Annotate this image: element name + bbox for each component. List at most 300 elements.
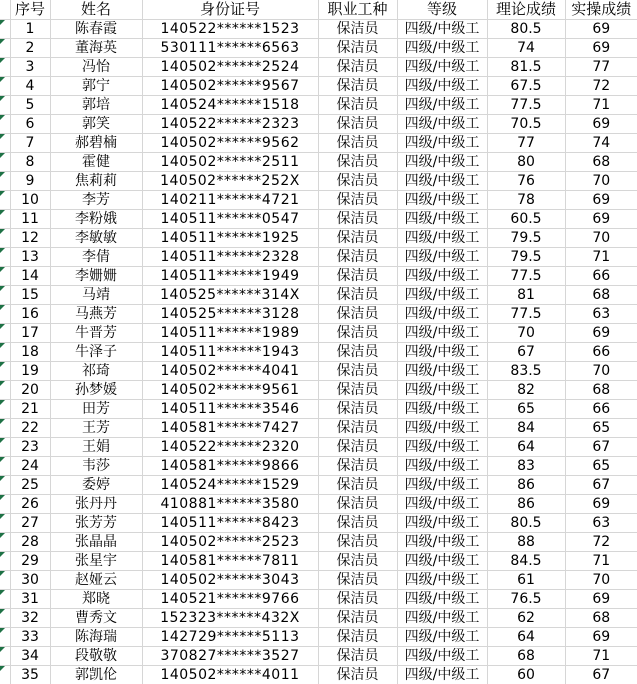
- error-indicator-cell[interactable]: [0, 552, 10, 571]
- cell-occupation[interactable]: 保洁员: [318, 647, 397, 666]
- cell-grade[interactable]: 四级/中级工: [397, 248, 487, 267]
- cell-grade[interactable]: 四级/中级工: [397, 96, 487, 115]
- table-row: [0, 20, 637, 39]
- col-header-practical-score[interactable]: 实操成绩: [565, 0, 637, 20]
- col-header-id-number[interactable]: 身份证号: [142, 0, 318, 20]
- cell-id-number[interactable]: 140524******1529: [142, 476, 318, 495]
- cell-serial[interactable]: 28: [10, 533, 50, 552]
- cell-practical-score[interactable]: 71: [565, 248, 637, 267]
- cell-grade[interactable]: 四级/中级工: [397, 362, 487, 381]
- cell-id-number[interactable]: 140502******4011: [142, 666, 318, 684]
- cell-theory-score[interactable]: 68: [487, 647, 565, 666]
- error-indicator-cell[interactable]: [0, 476, 10, 495]
- cell-theory-score[interactable]: 77.5: [487, 96, 565, 115]
- cell-grade[interactable]: 四级/中级工: [397, 514, 487, 533]
- cell-practical-score[interactable]: 70: [565, 571, 637, 590]
- cell-name[interactable]: 李粉娥: [50, 210, 142, 229]
- cell-occupation[interactable]: 保洁员: [318, 419, 397, 438]
- cell-practical-score[interactable]: 77: [565, 58, 637, 77]
- cell-serial[interactable]: 22: [10, 419, 50, 438]
- error-indicator-cell[interactable]: [0, 267, 10, 286]
- cell-theory-score[interactable]: 83.5: [487, 362, 565, 381]
- table-row: [0, 590, 637, 609]
- cell-practical-score[interactable]: 69: [565, 115, 637, 134]
- table-row: [0, 58, 637, 77]
- error-indicator-column-header[interactable]: [0, 0, 10, 20]
- cell-grade[interactable]: 四级/中级工: [397, 495, 487, 514]
- cell-serial[interactable]: 24: [10, 457, 50, 476]
- cell-occupation[interactable]: 保洁员: [318, 248, 397, 267]
- cell-name[interactable]: 韦莎: [50, 457, 142, 476]
- cell-occupation[interactable]: 保洁员: [318, 381, 397, 400]
- cell-name[interactable]: 董海英: [50, 39, 142, 58]
- error-indicator-cell[interactable]: [0, 248, 10, 267]
- cell-id-number[interactable]: 140521******9766: [142, 590, 318, 609]
- cell-practical-score[interactable]: 69: [565, 20, 637, 39]
- error-indicator-cell[interactable]: [0, 419, 10, 438]
- cell-theory-score[interactable]: 64: [487, 628, 565, 647]
- error-indicator-cell[interactable]: [0, 628, 10, 647]
- cell-theory-score[interactable]: 86: [487, 476, 565, 495]
- cell-id-number[interactable]: 140502******252X: [142, 172, 318, 191]
- cell-grade[interactable]: 四级/中级工: [397, 153, 487, 172]
- cell-grade[interactable]: 四级/中级工: [397, 210, 487, 229]
- cell-occupation[interactable]: 保洁员: [318, 20, 397, 39]
- cell-id-number[interactable]: 140522******2320: [142, 438, 318, 457]
- cell-grade[interactable]: 四级/中级工: [397, 647, 487, 666]
- table-row: [0, 419, 637, 438]
- cell-grade[interactable]: 四级/中级工: [397, 39, 487, 58]
- cell-theory-score[interactable]: 64: [487, 438, 565, 457]
- cell-name[interactable]: 郑晓: [50, 590, 142, 609]
- cell-serial[interactable]: 15: [10, 286, 50, 305]
- cell-name[interactable]: 王芳: [50, 419, 142, 438]
- cell-id-number[interactable]: 140511******1949: [142, 267, 318, 286]
- cell-name[interactable]: 李敏敏: [50, 229, 142, 248]
- cell-occupation[interactable]: 保洁员: [318, 77, 397, 96]
- cell-practical-score[interactable]: 65: [565, 457, 637, 476]
- error-indicator-cell[interactable]: [0, 229, 10, 248]
- error-indicator-cell[interactable]: [0, 438, 10, 457]
- cell-occupation[interactable]: 保洁员: [318, 362, 397, 381]
- cell-serial[interactable]: 20: [10, 381, 50, 400]
- cell-id-number[interactable]: 410881******3580: [142, 495, 318, 514]
- cell-theory-score[interactable]: 76.5: [487, 590, 565, 609]
- cell-practical-score[interactable]: 71: [565, 552, 637, 571]
- cell-occupation[interactable]: 保洁员: [318, 533, 397, 552]
- cell-id-number[interactable]: 140511******8423: [142, 514, 318, 533]
- cell-practical-score[interactable]: 70: [565, 172, 637, 191]
- cell-occupation[interactable]: 保洁员: [318, 590, 397, 609]
- cell-practical-score[interactable]: 71: [565, 96, 637, 115]
- cell-name[interactable]: 赵娅云: [50, 571, 142, 590]
- cell-id-number[interactable]: 152323******432X: [142, 609, 318, 628]
- cell-serial[interactable]: 25: [10, 476, 50, 495]
- cell-name[interactable]: 郭培: [50, 96, 142, 115]
- error-indicator-cell[interactable]: [0, 457, 10, 476]
- error-indicator-cell[interactable]: [0, 77, 10, 96]
- cell-serial[interactable]: 29: [10, 552, 50, 571]
- cell-theory-score[interactable]: 80.5: [487, 514, 565, 533]
- error-indicator-cell[interactable]: [0, 153, 10, 172]
- cell-occupation[interactable]: 保洁员: [318, 457, 397, 476]
- cell-id-number[interactable]: 140581******7427: [142, 419, 318, 438]
- cell-occupation[interactable]: 保洁员: [318, 96, 397, 115]
- cell-id-number[interactable]: 140511******1989: [142, 324, 318, 343]
- cell-serial[interactable]: 19: [10, 362, 50, 381]
- cell-name[interactable]: 田芳: [50, 400, 142, 419]
- cell-id-number[interactable]: 140511******2328: [142, 248, 318, 267]
- cell-id-number[interactable]: 140502******9567: [142, 77, 318, 96]
- cell-serial[interactable]: 10: [10, 191, 50, 210]
- cell-occupation[interactable]: 保洁员: [318, 172, 397, 191]
- error-indicator-cell[interactable]: [0, 514, 10, 533]
- cell-grade[interactable]: 四级/中级工: [397, 381, 487, 400]
- cell-theory-score[interactable]: 74: [487, 39, 565, 58]
- error-indicator-cell[interactable]: [0, 210, 10, 229]
- cell-name[interactable]: 牛泽子: [50, 343, 142, 362]
- cell-id-number[interactable]: 530111******6563: [142, 39, 318, 58]
- cell-practical-score[interactable]: 63: [565, 305, 637, 324]
- cell-practical-score[interactable]: 65: [565, 419, 637, 438]
- cell-occupation[interactable]: 保洁员: [318, 514, 397, 533]
- cell-theory-score[interactable]: 81.5: [487, 58, 565, 77]
- cell-occupation[interactable]: 保洁员: [318, 153, 397, 172]
- cell-grade[interactable]: 四级/中级工: [397, 628, 487, 647]
- cell-name[interactable]: 委婷: [50, 476, 142, 495]
- cell-id-number[interactable]: 140524******1518: [142, 96, 318, 115]
- cell-practical-score[interactable]: 70: [565, 229, 637, 248]
- cell-grade[interactable]: 四级/中级工: [397, 343, 487, 362]
- cell-practical-score[interactable]: 63: [565, 514, 637, 533]
- cell-name[interactable]: 陈海瑞: [50, 628, 142, 647]
- cell-theory-score[interactable]: 83: [487, 457, 565, 476]
- cell-grade[interactable]: 四级/中级工: [397, 552, 487, 571]
- cell-grade[interactable]: 四级/中级工: [397, 172, 487, 191]
- cell-grade[interactable]: 四级/中级工: [397, 115, 487, 134]
- cell-theory-score[interactable]: 79.5: [487, 229, 565, 248]
- cell-grade[interactable]: 四级/中级工: [397, 134, 487, 153]
- cell-serial[interactable]: 27: [10, 514, 50, 533]
- cell-id-number[interactable]: 140502******9561: [142, 381, 318, 400]
- cell-practical-score[interactable]: 66: [565, 400, 637, 419]
- cell-serial[interactable]: 16: [10, 305, 50, 324]
- cell-name[interactable]: 段敬敬: [50, 647, 142, 666]
- cell-practical-score[interactable]: 69: [565, 495, 637, 514]
- error-indicator-cell[interactable]: [0, 324, 10, 343]
- cell-name[interactable]: 王娟: [50, 438, 142, 457]
- cell-occupation[interactable]: 保洁员: [318, 39, 397, 58]
- cell-grade[interactable]: 四级/中级工: [397, 229, 487, 248]
- cell-name[interactable]: 李倩: [50, 248, 142, 267]
- cell-name[interactable]: 霍健: [50, 153, 142, 172]
- cell-id-number[interactable]: 140522******2323: [142, 115, 318, 134]
- cell-name[interactable]: 郝碧楠: [50, 134, 142, 153]
- cell-id-number[interactable]: 140502******4041: [142, 362, 318, 381]
- cell-grade[interactable]: 四级/中级工: [397, 305, 487, 324]
- cell-theory-score[interactable]: 70: [487, 324, 565, 343]
- cell-name[interactable]: 郭宁: [50, 77, 142, 96]
- cell-occupation[interactable]: 保洁员: [318, 666, 397, 684]
- cell-occupation[interactable]: 保洁员: [318, 628, 397, 647]
- cell-theory-score[interactable]: 82: [487, 381, 565, 400]
- cell-theory-score[interactable]: 67: [487, 343, 565, 362]
- cell-theory-score[interactable]: 65: [487, 400, 565, 419]
- cell-practical-score[interactable]: 68: [565, 609, 637, 628]
- error-indicator-cell[interactable]: [0, 286, 10, 305]
- cell-grade[interactable]: 四级/中级工: [397, 286, 487, 305]
- cell-practical-score[interactable]: 68: [565, 381, 637, 400]
- cell-name[interactable]: 牛晋芳: [50, 324, 142, 343]
- cell-id-number[interactable]: 140511******1943: [142, 343, 318, 362]
- table-row: [0, 77, 637, 96]
- cell-serial[interactable]: 8: [10, 153, 50, 172]
- cell-practical-score[interactable]: 66: [565, 267, 637, 286]
- cell-id-number[interactable]: 140525******314X: [142, 286, 318, 305]
- cell-practical-score[interactable]: 71: [565, 647, 637, 666]
- cell-occupation[interactable]: 保洁员: [318, 134, 397, 153]
- col-header-serial[interactable]: 序号: [10, 0, 50, 20]
- cell-name[interactable]: 陈春霞: [50, 20, 142, 39]
- cell-theory-score[interactable]: 62: [487, 609, 565, 628]
- cell-id-number[interactable]: 140511******3546: [142, 400, 318, 419]
- cell-occupation[interactable]: 保洁员: [318, 115, 397, 134]
- cell-practical-score[interactable]: 67: [565, 476, 637, 495]
- cell-practical-score[interactable]: 69: [565, 210, 637, 229]
- cell-id-number[interactable]: 140525******3128: [142, 305, 318, 324]
- cell-id-number[interactable]: 140581******7811: [142, 552, 318, 571]
- table-row: [0, 666, 637, 684]
- cell-id-number[interactable]: 140211******4721: [142, 191, 318, 210]
- cell-grade[interactable]: 四级/中级工: [397, 20, 487, 39]
- cell-grade[interactable]: 四级/中级工: [397, 571, 487, 590]
- cell-practical-score[interactable]: 69: [565, 39, 637, 58]
- error-indicator-cell[interactable]: [0, 571, 10, 590]
- cell-name[interactable]: 祁琦: [50, 362, 142, 381]
- col-header-grade[interactable]: 等级: [397, 0, 487, 20]
- cell-grade[interactable]: 四级/中级工: [397, 77, 487, 96]
- cell-occupation[interactable]: 保洁员: [318, 305, 397, 324]
- error-indicator-cell[interactable]: [0, 495, 10, 514]
- cell-name[interactable]: 焦莉莉: [50, 172, 142, 191]
- error-indicator-cell[interactable]: [0, 39, 10, 58]
- cell-occupation[interactable]: 保洁员: [318, 324, 397, 343]
- error-indicator-cell[interactable]: [0, 305, 10, 324]
- cell-serial[interactable]: 21: [10, 400, 50, 419]
- cell-grade[interactable]: 四级/中级工: [397, 324, 487, 343]
- cell-theory-score[interactable]: 80.5: [487, 20, 565, 39]
- error-indicator-cell[interactable]: [0, 400, 10, 419]
- cell-serial[interactable]: 14: [10, 267, 50, 286]
- cell-grade[interactable]: 四级/中级工: [397, 609, 487, 628]
- cell-serial[interactable]: 11: [10, 210, 50, 229]
- cell-grade[interactable]: 四级/中级工: [397, 267, 487, 286]
- cell-practical-score[interactable]: 72: [565, 533, 637, 552]
- cell-name[interactable]: 张芳芳: [50, 514, 142, 533]
- cell-occupation[interactable]: 保洁员: [318, 229, 397, 248]
- error-indicator-cell[interactable]: [0, 609, 10, 628]
- cell-occupation[interactable]: 保洁员: [318, 476, 397, 495]
- cell-theory-score[interactable]: 88: [487, 533, 565, 552]
- cell-name[interactable]: 李芳: [50, 191, 142, 210]
- cell-name[interactable]: 马靖: [50, 286, 142, 305]
- error-indicator-cell[interactable]: [0, 381, 10, 400]
- cell-serial[interactable]: 18: [10, 343, 50, 362]
- cell-serial[interactable]: 5: [10, 96, 50, 115]
- cell-id-number[interactable]: 142729******5113: [142, 628, 318, 647]
- cell-id-number[interactable]: 140502******3043: [142, 571, 318, 590]
- error-indicator-cell[interactable]: [0, 134, 10, 153]
- cell-occupation[interactable]: 保洁员: [318, 609, 397, 628]
- cell-id-number[interactable]: 140502******9562: [142, 134, 318, 153]
- cell-grade[interactable]: 四级/中级工: [397, 438, 487, 457]
- cell-grade[interactable]: 四级/中级工: [397, 400, 487, 419]
- cell-id-number[interactable]: 140502******2524: [142, 58, 318, 77]
- cell-serial[interactable]: 33: [10, 628, 50, 647]
- cell-practical-score[interactable]: 66: [565, 343, 637, 362]
- cell-occupation[interactable]: 保洁员: [318, 495, 397, 514]
- cell-theory-score[interactable]: 84.5: [487, 552, 565, 571]
- cell-theory-score[interactable]: 79.5: [487, 248, 565, 267]
- error-indicator-cell[interactable]: [0, 58, 10, 77]
- table-row: [0, 552, 637, 571]
- cell-id-number[interactable]: 140511******0547: [142, 210, 318, 229]
- cell-occupation[interactable]: 保洁员: [318, 210, 397, 229]
- cell-name[interactable]: 张丹丹: [50, 495, 142, 514]
- cell-id-number[interactable]: 370827******3527: [142, 647, 318, 666]
- cell-name[interactable]: 郭笑: [50, 115, 142, 134]
- cell-practical-score[interactable]: 69: [565, 590, 637, 609]
- cell-serial[interactable]: 13: [10, 248, 50, 267]
- cell-practical-score[interactable]: 70: [565, 362, 637, 381]
- cell-theory-score[interactable]: 60.5: [487, 210, 565, 229]
- cell-grade[interactable]: 四级/中级工: [397, 666, 487, 684]
- cell-grade[interactable]: 四级/中级工: [397, 590, 487, 609]
- cell-serial[interactable]: 32: [10, 609, 50, 628]
- cell-serial[interactable]: 26: [10, 495, 50, 514]
- error-indicator-cell[interactable]: [0, 96, 10, 115]
- cell-name[interactable]: 孙梦媛: [50, 381, 142, 400]
- col-header-name[interactable]: 姓名: [50, 0, 142, 20]
- cell-theory-score[interactable]: 86: [487, 495, 565, 514]
- cell-practical-score[interactable]: 69: [565, 191, 637, 210]
- cell-occupation[interactable]: 保洁员: [318, 58, 397, 77]
- cell-grade[interactable]: 四级/中级工: [397, 457, 487, 476]
- cell-occupation[interactable]: 保洁员: [318, 286, 397, 305]
- cell-grade[interactable]: 四级/中级工: [397, 419, 487, 438]
- error-indicator-cell[interactable]: [0, 647, 10, 666]
- cell-grade[interactable]: 四级/中级工: [397, 191, 487, 210]
- cell-occupation[interactable]: 保洁员: [318, 191, 397, 210]
- cell-id-number[interactable]: 140502******2511: [142, 153, 318, 172]
- table-row: [0, 381, 637, 400]
- cell-practical-score[interactable]: 69: [565, 324, 637, 343]
- cell-occupation[interactable]: 保洁员: [318, 267, 397, 286]
- cell-practical-score[interactable]: 67: [565, 666, 637, 684]
- cell-serial[interactable]: 9: [10, 172, 50, 191]
- cell-serial[interactable]: 7: [10, 134, 50, 153]
- cell-occupation[interactable]: 保洁员: [318, 552, 397, 571]
- cell-practical-score[interactable]: 74: [565, 134, 637, 153]
- error-indicator-cell[interactable]: [0, 343, 10, 362]
- cell-serial[interactable]: 31: [10, 590, 50, 609]
- cell-name[interactable]: 马燕芳: [50, 305, 142, 324]
- cell-serial[interactable]: 30: [10, 571, 50, 590]
- cell-serial[interactable]: 6: [10, 115, 50, 134]
- cell-id-number[interactable]: 140511******1925: [142, 229, 318, 248]
- error-indicator-cell[interactable]: [0, 115, 10, 134]
- cell-name[interactable]: 冯怡: [50, 58, 142, 77]
- cell-theory-score[interactable]: 78: [487, 191, 565, 210]
- cell-practical-score[interactable]: 68: [565, 286, 637, 305]
- table-row: [0, 362, 637, 381]
- cell-name[interactable]: 张星宇: [50, 552, 142, 571]
- cell-grade[interactable]: 四级/中级工: [397, 533, 487, 552]
- cell-occupation[interactable]: 保洁员: [318, 438, 397, 457]
- cell-serial[interactable]: 17: [10, 324, 50, 343]
- error-indicator-cell[interactable]: [0, 666, 10, 684]
- cell-name[interactable]: 张晶晶: [50, 533, 142, 552]
- cell-practical-score[interactable]: 69: [565, 628, 637, 647]
- col-header-theory-score[interactable]: 理论成绩: [487, 0, 565, 20]
- cell-name[interactable]: 曹秀文: [50, 609, 142, 628]
- cell-serial[interactable]: 12: [10, 229, 50, 248]
- error-indicator-cell[interactable]: [0, 20, 10, 39]
- cell-theory-score[interactable]: 70.5: [487, 115, 565, 134]
- cell-serial[interactable]: 34: [10, 647, 50, 666]
- cell-occupation[interactable]: 保洁员: [318, 571, 397, 590]
- cell-serial[interactable]: 3: [10, 58, 50, 77]
- table-row: [0, 533, 637, 552]
- cell-id-number[interactable]: 140581******9866: [142, 457, 318, 476]
- cell-theory-score[interactable]: 84: [487, 419, 565, 438]
- cell-practical-score[interactable]: 68: [565, 153, 637, 172]
- cell-name[interactable]: 郭凯伦: [50, 666, 142, 684]
- cell-theory-score[interactable]: 77: [487, 134, 565, 153]
- cell-name[interactable]: 李姗姗: [50, 267, 142, 286]
- table-row: [0, 400, 637, 419]
- cell-serial[interactable]: 4: [10, 77, 50, 96]
- error-indicator-cell[interactable]: [0, 362, 10, 381]
- error-indicator-cell[interactable]: [0, 533, 10, 552]
- cell-practical-score[interactable]: 72: [565, 77, 637, 96]
- cell-theory-score[interactable]: 76: [487, 172, 565, 191]
- cell-theory-score[interactable]: 60: [487, 666, 565, 684]
- cell-theory-score[interactable]: 67.5: [487, 77, 565, 96]
- cell-theory-score[interactable]: 77.5: [487, 305, 565, 324]
- cell-occupation[interactable]: 保洁员: [318, 343, 397, 362]
- error-indicator-cell[interactable]: [0, 172, 10, 191]
- cell-serial[interactable]: 2: [10, 39, 50, 58]
- cell-theory-score[interactable]: 77.5: [487, 267, 565, 286]
- table-row: [0, 286, 637, 305]
- cell-serial[interactable]: 23: [10, 438, 50, 457]
- cell-serial[interactable]: 35: [10, 666, 50, 684]
- cell-id-number[interactable]: 140502******2523: [142, 533, 318, 552]
- cell-practical-score[interactable]: 67: [565, 438, 637, 457]
- cell-theory-score[interactable]: 81: [487, 286, 565, 305]
- col-header-occupation[interactable]: 职业工种: [318, 0, 397, 20]
- cell-serial[interactable]: 1: [10, 20, 50, 39]
- cell-id-number[interactable]: 140522******1523: [142, 20, 318, 39]
- error-indicator-cell[interactable]: [0, 191, 10, 210]
- cell-grade[interactable]: 四级/中级工: [397, 58, 487, 77]
- cell-theory-score[interactable]: 80: [487, 153, 565, 172]
- cell-occupation[interactable]: 保洁员: [318, 400, 397, 419]
- error-indicator-cell[interactable]: [0, 590, 10, 609]
- cell-grade[interactable]: 四级/中级工: [397, 476, 487, 495]
- cell-theory-score[interactable]: 61: [487, 571, 565, 590]
